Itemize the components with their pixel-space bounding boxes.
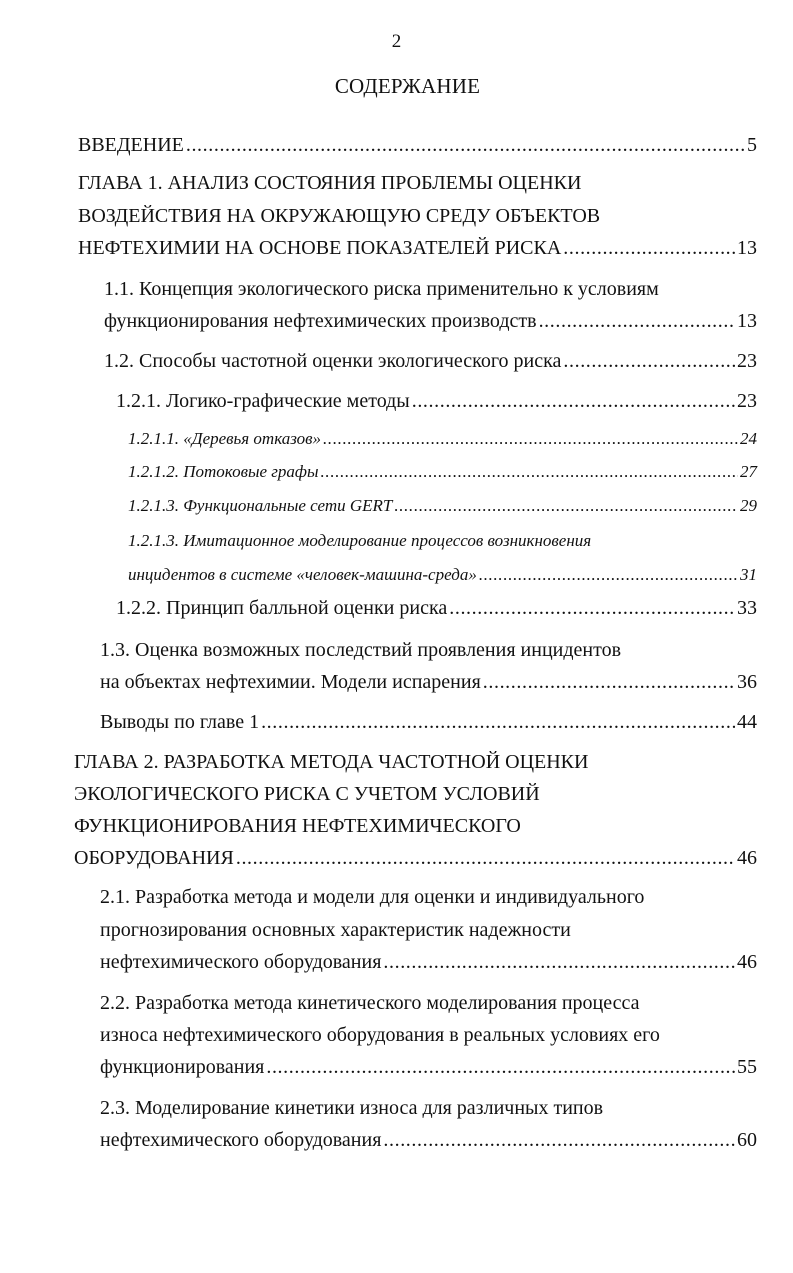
toc-entry-text: инцидентов в системе «человек-машина-среда»: [128, 565, 477, 584]
toc-entry-text: 1.2. Способы частотной оценки экологического риска: [104, 350, 562, 372]
dot-leader: [321, 459, 738, 485]
toc-entry-1-2-1-3-simulation-line-2[interactable]: [128, 562, 757, 588]
toc-entry-text: износа нефтехимического оборудования в реальных условиях его: [100, 1024, 660, 1046]
toc-page-number: 13: [737, 237, 757, 259]
toc-entry-chapter-1-line-1[interactable]: [78, 170, 581, 196]
toc-entry-text: на объектах нефтехимии. Модели испарения: [100, 671, 481, 693]
toc-page-number: 44: [737, 711, 757, 733]
toc-entry-text: нефтехимического оборудования: [100, 951, 382, 973]
toc-entry-1-3-line-1[interactable]: [100, 637, 621, 663]
toc-page-number: 33: [737, 597, 757, 619]
dot-leader: [412, 388, 735, 414]
toc-entry-2-2-line-1[interactable]: [100, 990, 640, 1016]
toc-entry-chapter-1-conclusions[interactable]: [100, 709, 757, 735]
toc-entry-2-1-line-3[interactable]: [100, 949, 757, 975]
toc-entry-1-2-1-1[interactable]: [128, 426, 757, 452]
toc-entry-2-2-line-2[interactable]: [100, 1022, 660, 1048]
toc-entry-text: 1.2.1.1. «Деревья отказов»: [128, 429, 322, 448]
toc-entry-chapter-2-line-3[interactable]: [74, 813, 521, 839]
toc-page-number: 13: [737, 310, 757, 332]
toc-entry-2-3-line-2[interactable]: [100, 1127, 757, 1153]
toc-entry-1-2[interactable]: [104, 348, 757, 374]
toc-entry-introduction[interactable]: [78, 132, 757, 158]
toc-entry-2-3-line-1[interactable]: [100, 1095, 603, 1121]
toc-page-number: 36: [737, 671, 757, 693]
toc-page-number: 23: [737, 350, 757, 372]
toc-entry-1-2-1[interactable]: [116, 388, 757, 414]
dot-leader: [563, 348, 735, 374]
toc-entry-text: 2.1. Разработка метода и модели для оценки и индивидуального: [100, 886, 645, 908]
dot-leader: [479, 562, 738, 588]
dot-leader: [539, 308, 735, 334]
toc-entry-1-3-line-2[interactable]: [100, 669, 757, 695]
toc-page-number: 23: [737, 390, 757, 412]
toc-entry-chapter-2-line-2[interactable]: [74, 781, 540, 807]
toc-page-number: 46: [737, 847, 757, 869]
dot-leader: [266, 1054, 735, 1080]
toc-entry-text: 2.2. Разработка метода кинетического моделирования процесса: [100, 992, 640, 1014]
toc-entry-chapter-1-line-3[interactable]: [78, 235, 757, 261]
toc-entry-2-1-line-2[interactable]: [100, 917, 571, 943]
toc-page-number: 24: [740, 429, 757, 448]
toc-page-number: 27: [740, 462, 757, 481]
toc-entry-text: 1.2.1.3. Функциональные сети GERT: [128, 496, 393, 515]
dot-leader: [323, 426, 738, 452]
toc-entry-text: ВОЗДЕЙСТВИЯ НА ОКРУЖАЮЩУЮ СРЕДУ ОБЪЕКТОВ: [78, 205, 601, 227]
toc-entry-text: ГЛАВА 2. РАЗРАБОТКА МЕТОДА ЧАСТОТНОЙ ОЦЕНКИ: [74, 751, 589, 773]
dot-leader: [449, 595, 735, 621]
toc-entry-text: ГЛАВА 1. АНАЛИЗ СОСТОЯНИЯ ПРОБЛЕМЫ ОЦЕНКИ: [78, 172, 582, 194]
dot-leader: [186, 132, 745, 158]
toc-entry-text: 2.3. Моделирование кинетики износа для различных типов: [100, 1097, 604, 1119]
toc-entry-text: 1.1. Концепция экологического риска применительно к условиям: [104, 278, 659, 300]
toc-entry-text: ОБОРУДОВАНИЯ: [74, 847, 234, 869]
toc-entry-text: прогнозирования основных характеристик надежности: [100, 919, 571, 941]
toc-entry-1-2-1-2[interactable]: [128, 459, 757, 485]
toc-entry-text: ВВЕДЕНИЕ: [78, 134, 184, 156]
dot-leader: [236, 845, 735, 871]
toc-page-number: 5: [747, 134, 757, 156]
dot-leader: [383, 949, 735, 975]
dot-leader: [483, 669, 735, 695]
toc-entry-text: НЕФТЕХИМИИ НА ОСНОВЕ ПОКАЗАТЕЛЕЙ РИСКА: [78, 237, 562, 259]
page-title: СОДЕРЖАНИЕ: [334, 74, 481, 98]
toc-entry-text: функционирования: [100, 1056, 265, 1078]
dot-leader: [394, 493, 738, 519]
toc-entry-1-2-1-3-simulation-line-1[interactable]: [128, 528, 591, 554]
toc-page-number: 55: [737, 1056, 757, 1078]
toc-entry-1-1-line-2[interactable]: [104, 308, 757, 334]
toc-entry-2-2-line-3[interactable]: [100, 1054, 757, 1080]
toc-entry-1-2-1-3-gert[interactable]: [128, 493, 757, 519]
toc-entry-text: 1.2.1.3. Имитационное моделирование процессов возникновения: [128, 531, 592, 550]
toc-entry-chapter-2-line-1[interactable]: [74, 749, 588, 775]
toc-entry-text: ФУНКЦИОНИРОВАНИЯ НЕФТЕХИМИЧЕСКОГО: [74, 815, 521, 837]
toc-entry-text: функционирования нефтехимических производств: [104, 310, 537, 332]
toc-entry-text: 1.2.1. Логико-графические методы: [116, 390, 410, 412]
dot-leader: [383, 1127, 735, 1153]
page-number: 2: [391, 31, 402, 52]
dot-leader: [563, 235, 735, 261]
toc-page-number: 29: [740, 496, 757, 515]
toc-entry-text: 1.2.2. Принцип балльной оценки риска: [116, 597, 448, 619]
toc-entry-2-1-line-1[interactable]: [100, 884, 644, 910]
toc-page-number: 31: [740, 565, 757, 584]
toc-entry-chapter-1-line-2[interactable]: [78, 203, 600, 229]
dot-leader: [261, 709, 735, 735]
toc-entry-1-2-2[interactable]: [116, 595, 757, 621]
toc-page-number: 60: [737, 1129, 757, 1151]
toc-entry-text: ЭКОЛОГИЧЕСКОГО РИСКА С УЧЕТОМ УСЛОВИЙ: [74, 783, 540, 805]
toc-entry-text: Выводы по главе 1: [100, 711, 260, 733]
toc-entry-text: 1.3. Оценка возможных последствий проявления инцидентов: [100, 639, 622, 661]
toc-entry-text: нефтехимического оборудования: [100, 1129, 382, 1151]
toc-page-number: 46: [737, 951, 757, 973]
toc-entry-1-1-line-1[interactable]: [104, 276, 659, 302]
toc-entry-chapter-2-line-4[interactable]: [74, 845, 757, 871]
toc-entry-text: 1.2.1.2. Потоковые графы: [128, 462, 319, 481]
